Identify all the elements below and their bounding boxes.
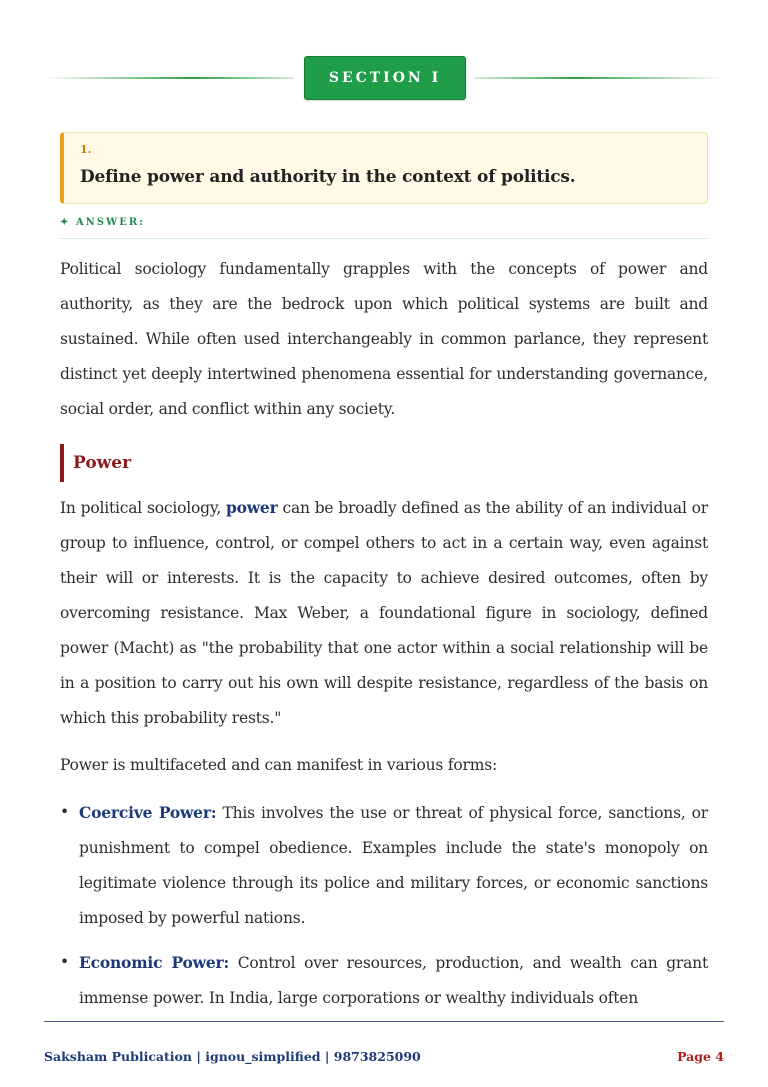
footer-publisher-info: Saksham Publication | ignou_simplified | 9873825090: [44, 1049, 421, 1064]
answer-divider: [60, 238, 708, 239]
page-number: Page 4: [677, 1049, 724, 1064]
list-item-title: Economic Power:: [79, 953, 229, 972]
question-number: 1.: [80, 143, 92, 156]
keyword-power: power: [226, 498, 278, 517]
question-text: Define power and authority in the context of politics.: [80, 167, 576, 187]
answer-label: ✦ ANSWER:: [60, 217, 145, 228]
list-item: [60, 945, 708, 1016]
list-item-text: Control over resources, production, and wealth can grant immense power. In India, large corporations or wealthy individuals often: [79, 954, 708, 1007]
definition-text-before: In political sociology,: [60, 499, 226, 517]
list-item-title: Coercive Power:: [79, 803, 217, 822]
list-item: [60, 795, 708, 936]
forms-intro-paragraph: Power is multifaceted and can manifest in various forms:: [60, 756, 498, 774]
section-heading-power: Power: [60, 444, 131, 482]
list-item-text: This involves the use or threat of physical force, sanctions, or punishment to compel obedience. Examples include the state's monopoly on legitimate violence through its police and military forces, or economic sanctions imposed by powerful nations.: [79, 804, 708, 927]
power-definition-paragraph: [60, 490, 708, 736]
section-divider-right: [474, 77, 724, 79]
intro-paragraph: Political sociology fundamentally grapples with the concepts of power and authority, as they are the bedrock upon which political systems are built and sustained. While often used interchangeably in common parlance, they represent distinct yet deeply intertwined phenomena essential for understanding governance, social order, and conflict within any society.: [60, 260, 708, 418]
question-box: [60, 132, 708, 204]
section-header: [44, 56, 724, 100]
power-forms-list: [60, 795, 708, 1025]
section-badge: SECTION I: [304, 56, 466, 100]
footer-divider: [44, 1021, 724, 1022]
section-divider-left: [44, 77, 294, 79]
definition-text-after: can be broadly defined as the ability of an individual or group to influence, control, or compel others to act in a certain way, even against their will or interests. It is the capacity to achieve desired outcomes, often by overcoming resistance. Max Weber, a foundational figure in sociology, defined power (Macht) as "the probability that one actor within a social relationship will be in a position to carry out his own will despite resistance, regardless of the basis on which this probability rests.": [60, 499, 708, 727]
